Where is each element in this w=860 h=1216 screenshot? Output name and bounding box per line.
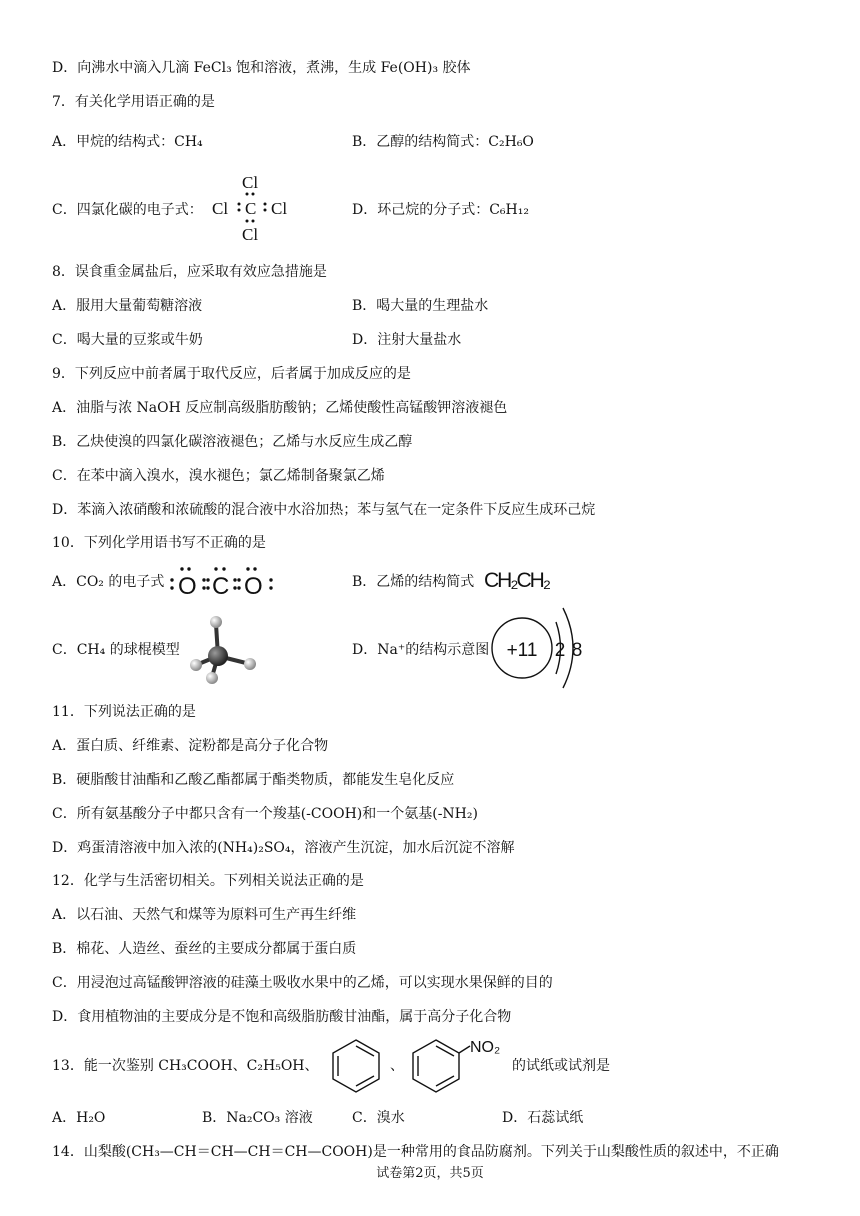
q8-stem: 8．误食重金属盐后，应采取有效应急措施是 (52, 264, 327, 280)
q13-option-c: C．溴水 (352, 1110, 405, 1126)
q10-stem: 10．下列化学用语书写不正确的是 (52, 535, 266, 551)
q8-option-b: B．喝大量的生理盐水 (352, 298, 489, 314)
na-ion-structure-diagram (490, 600, 590, 692)
q10-option-b: B．乙烯的结构简式 (352, 574, 475, 590)
q12-option-d: D．食用植物油的主要成分是不饱和高级脂肪酸甘油酯，属于高分子化合物 (52, 1009, 512, 1025)
q11-option-c: C．所有氨基酸分子中都只含有一个羧基(-COOH)和一个氨基(-NH₂) (52, 806, 478, 822)
q10-option-d: D．Na⁺的结构示意图 (352, 642, 490, 658)
co2-atom-o-right: O (244, 573, 263, 600)
q9-option-b: B．乙炔使溴的四氯化碳溶液褪色；乙烯与水反应生成乙醇 (52, 434, 413, 450)
q8-option-c: C．喝大量的豆浆或牛奶 (52, 332, 203, 348)
ccl4-electron-diagram (210, 170, 300, 246)
ccl4-atom-top: Cl (242, 173, 259, 192)
q9-option-d: D．苯滴入浓硝酸和浓硫酸的混合液中水浴加热；苯与氢气在一定条件下反应生成环己烷 (52, 502, 596, 518)
q7-option-c: C．四氯化碳的电子式： (52, 202, 203, 218)
q11-option-b: B．硬脂酸甘油酯和乙酸乙酯都属于酯类物质，都能发生皂化反应 (52, 772, 455, 788)
co2-electron-diagram (168, 562, 280, 600)
q7-stem: 7．有关化学用语正确的是 (52, 94, 215, 110)
q13-option-b: B．Na₂CO₃ 溶液 (202, 1110, 313, 1126)
na-shell-1-electrons: 2 (554, 640, 566, 661)
q10-option-a: A．CO₂ 的电子式 (52, 574, 165, 590)
q9-stem: 9．下列反应中前者属于取代反应，后者属于加成反应的是 (52, 366, 411, 382)
q6-option-d: D．向沸水中滴入几滴 FeCl₃ 饱和溶液，煮沸，生成 Fe(OH)₃ 胶体 (52, 60, 471, 76)
q12-option-c: C．用浸泡过高锰酸钾溶液的硅藻土吸收水果中的乙烯，可以实现水果保鲜的目的 (52, 975, 553, 991)
q9-option-c: C．在苯中滴入溴水，溴水褪色；氯乙烯制备聚氯乙烯 (52, 468, 385, 484)
q14-stem: 14．山梨酸(CH₃—CH＝CH—CH＝CH—COOH)是一种常用的食品防腐剂。下列关于山梨酸性质的叙述中，不正确 (52, 1144, 779, 1160)
q10-option-c: C．CH₄ 的球棍模型 (52, 642, 180, 658)
ccl4-atom-right: Cl (271, 199, 288, 218)
q9-option-a: A．油脂与浓 NaOH 反应制高级脂肪酸钠；乙烯使酸性高锰酸钾溶液褪色 (52, 400, 508, 416)
ccl4-atom-center: C (245, 199, 257, 218)
q7-option-a: A．甲烷的结构式：CH₄ (52, 134, 203, 150)
q13-option-d: D．石蕊试纸 (502, 1110, 584, 1126)
ethylene-formula: CH₂CH₂ (484, 569, 549, 592)
q11-option-d: D．鸡蛋清溶液中加入浓的(NH₄)₂SO₄，溶液产生沉淀，加水后沉淀不溶解 (52, 840, 515, 856)
q7-option-b: B．乙醇的结构简式：C₂H₆O (352, 134, 534, 150)
co2-atom-o-left: O (178, 573, 197, 600)
page-footer: 试卷第2页，共5页 (376, 1166, 484, 1181)
ccl4-atom-left: Cl (212, 199, 229, 218)
ch4-ball-stick-model (186, 612, 266, 688)
q13-separator: 、 (390, 1058, 404, 1074)
q13-stem-post: 的试纸或试剂是 (512, 1058, 610, 1074)
nitrobenzene-structure (406, 1032, 510, 1096)
q8-option-d: D．注射大量盐水 (352, 332, 462, 348)
q8-option-a: A．服用大量葡萄糖溶液 (52, 298, 203, 314)
q12-option-a: A．以石油、天然气和煤等为原料可生产再生纤维 (52, 907, 357, 923)
q12-option-b: B．棉花、人造丝、蚕丝的主要成分都属于蛋白质 (52, 941, 357, 957)
q13-option-a: A．H₂O (52, 1110, 106, 1126)
nitro-group-label: NO₂ (470, 1039, 501, 1056)
q13-stem-pre: 13．能一次鉴别 CH₃COOH、C₂H₅OH、 (52, 1058, 319, 1074)
q12-stem: 12．化学与生活密切相关。下列相关说法正确的是 (52, 873, 364, 889)
benzene-structure (326, 1036, 386, 1096)
q11-stem: 11．下列说法正确的是 (52, 704, 196, 720)
na-shell-2-electrons: 8 (571, 640, 583, 661)
q7-option-d: D．环己烷的分子式：C₆H₁₂ (352, 202, 529, 218)
ccl4-atom-bottom: Cl (242, 225, 259, 244)
co2-atom-c: C (212, 573, 230, 600)
q11-option-a: A．蛋白质、纤维素、淀粉都是高分子化合物 (52, 738, 329, 754)
na-nucleus-charge: +11 (506, 640, 538, 661)
